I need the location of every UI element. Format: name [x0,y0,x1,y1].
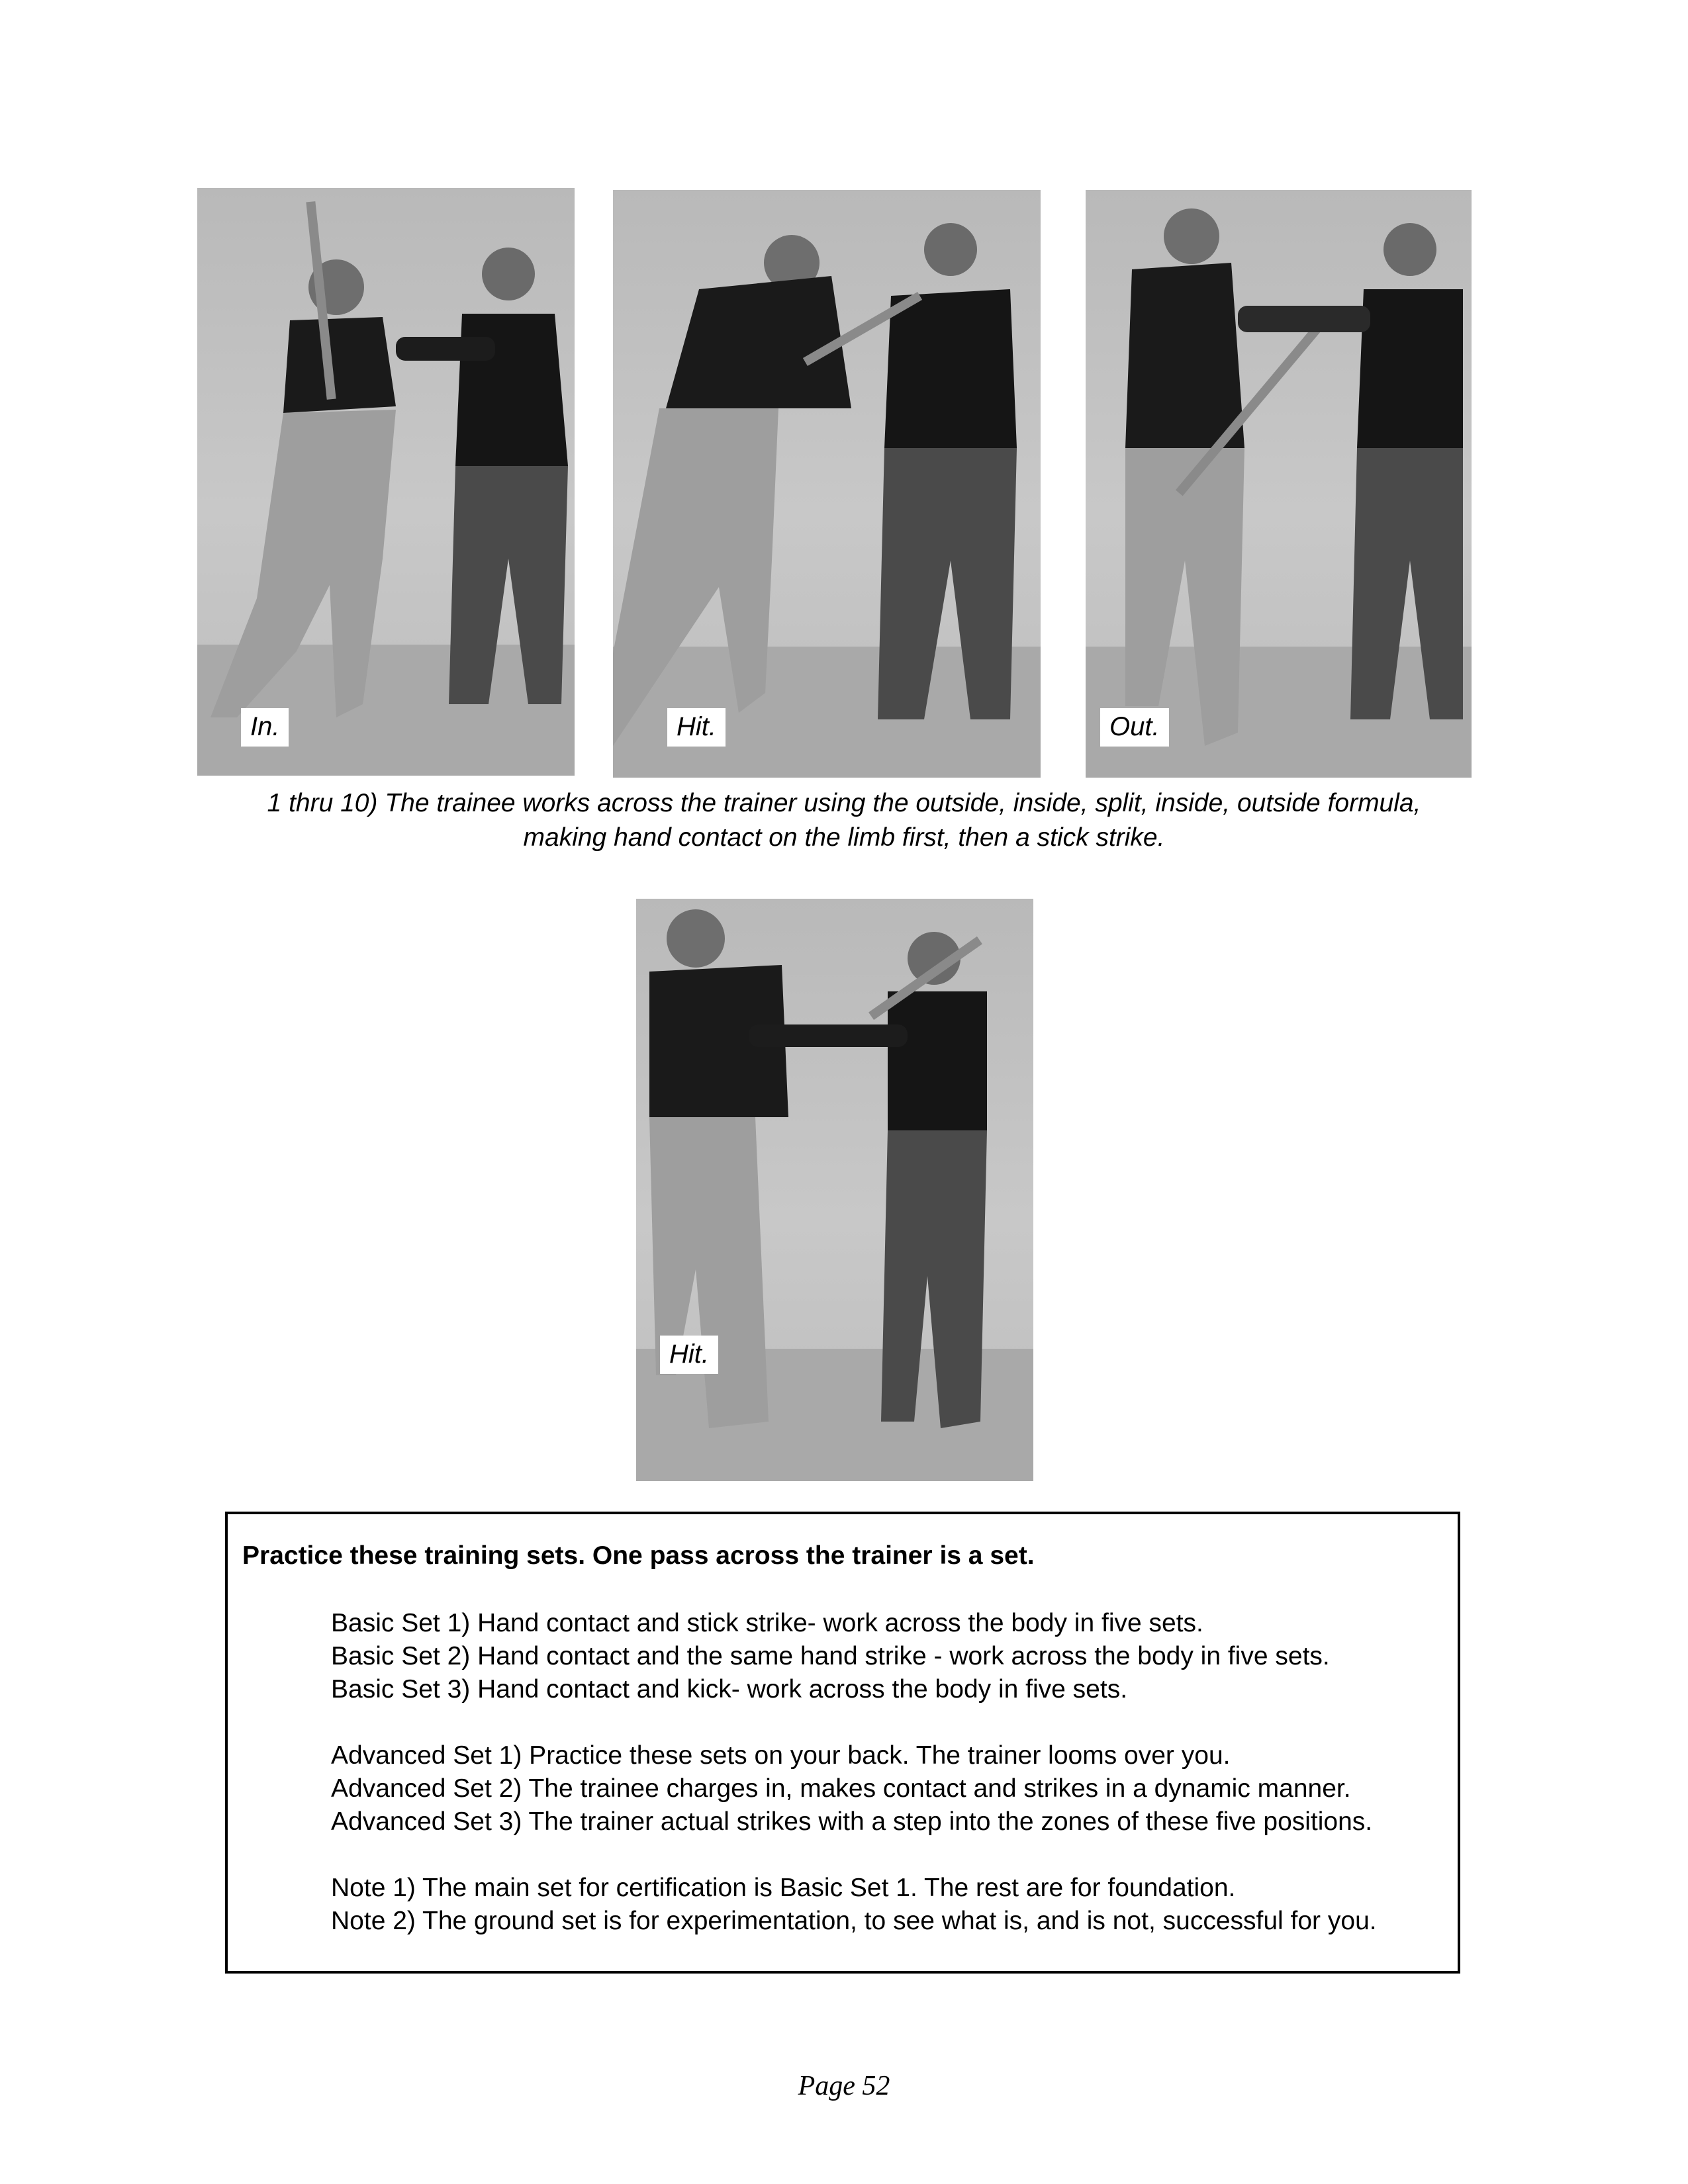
caption-line: making hand contact on the limb first, then a stick strike. [523,823,1165,852]
photo-in [197,188,575,776]
note-1: Note 1) The main set for certification is Basic Set 1. The rest are for foundation. [331,1874,1236,1902]
photo-hit-center [636,899,1033,1481]
page-number: Page 52 [798,2071,890,2101]
basic-set-3: Basic Set 3) Hand contact and kick- work across the body in five sets. [331,1675,1128,1704]
photo-hit [613,190,1041,778]
photo-label: Hit. [667,708,726,747]
practice-sets-list [331,1607,1377,1938]
trainee-trainer-figures [636,899,1033,1481]
advanced-set-1: Advanced Set 1) Practice these sets on your back. The trainer looms over you. [331,1741,1231,1770]
advanced-set-3: Advanced Set 3) The trainer actual strikes with a step into the zones of these five positions. [331,1807,1373,1836]
caption-line: 1 thru 10) The trainee works across the trainer using the outside, inside, split, inside, outside formula, [267,789,1421,817]
basic-set-1: Basic Set 1) Hand contact and stick strike- work across the body in five sets. [331,1609,1203,1637]
trainee-trainer-figures [197,188,575,776]
practice-heading: Practice these training sets. One pass across the trainer is a set. [242,1541,1035,1570]
basic-set-2: Basic Set 2) Hand contact and the same hand strike - work across the body in five sets. [331,1642,1330,1670]
photo-out [1086,190,1472,778]
photo-label: Out. [1100,708,1169,747]
practice-sets-box [225,1512,1460,1974]
trainee-trainer-figures [1086,190,1472,778]
photo-label: Hit. [660,1336,718,1374]
trainee-trainer-figures [613,190,1041,778]
photo-label: In. [241,708,289,747]
note-2: Note 2) The ground set is for experimentation, to see what is, and is not, successful for you. [331,1907,1377,1935]
photo-caption [199,786,1489,855]
advanced-set-2: Advanced Set 2) The trainee charges in, makes contact and strikes in a dynamic manner. [331,1774,1351,1803]
